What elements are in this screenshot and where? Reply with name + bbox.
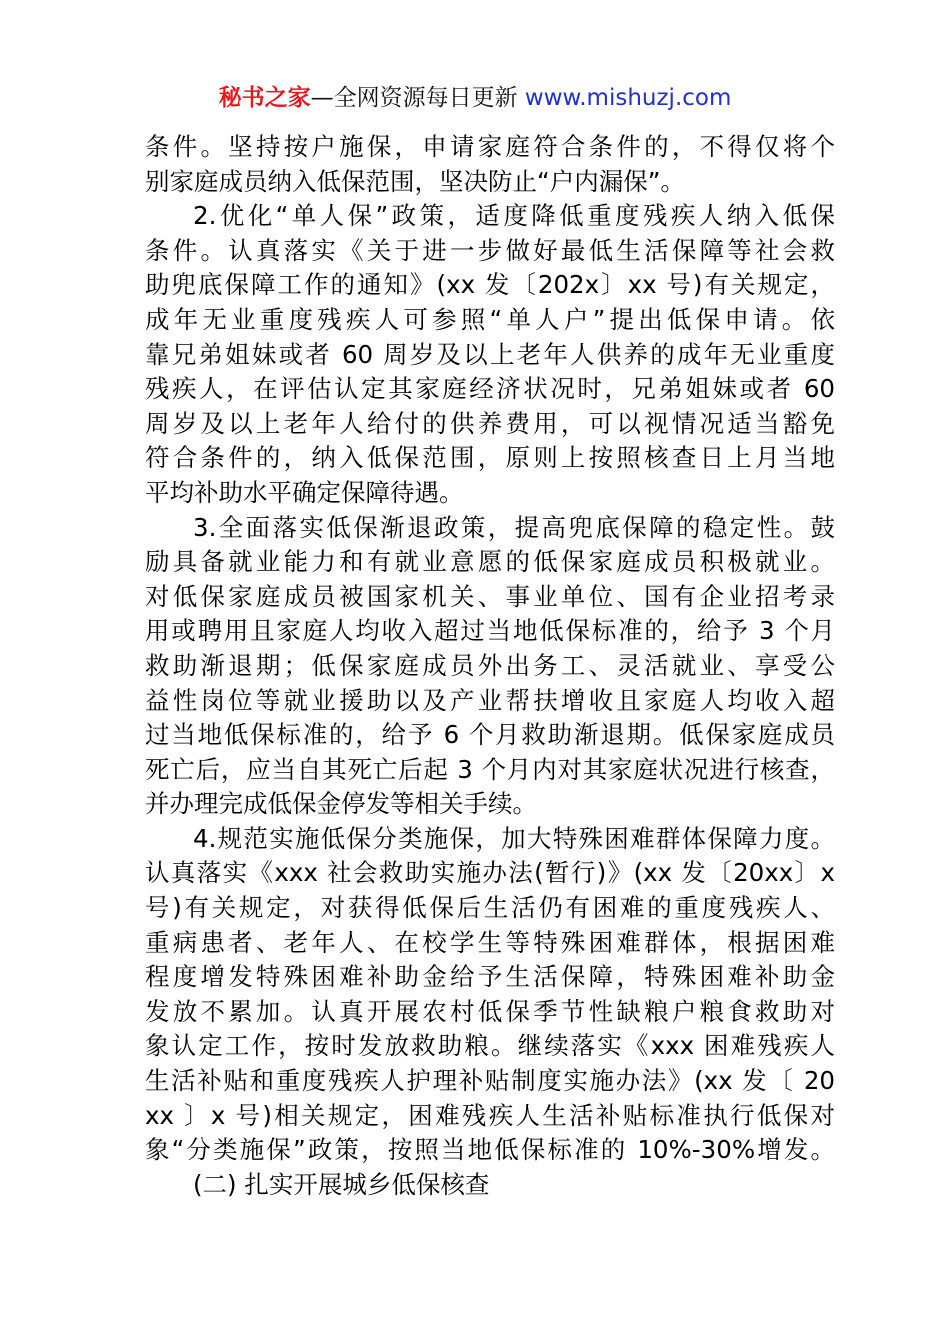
text-line: 靠兄弟姐妹或者 60 周岁及以上老年人供养的成年无业重度	[145, 339, 835, 369]
text-line: 对低保家庭成员被国家机关、事业单位、国有企业招考录	[145, 581, 835, 611]
text-line: 象“分类施保”政策，按照当地低保标准的 10%-30%增发。	[145, 1135, 835, 1165]
brand-name: 秘书之家	[218, 85, 311, 111]
text-line: 成年无业重度残疾人可参照“单人户”提出低保申请。依	[145, 304, 835, 334]
site-header	[0, 80, 950, 116]
text-line: 3.全面落实低保渐退政策，提高兜底保障的稳定性。鼓	[193, 512, 835, 542]
text-line: 条件。坚持按户施保，申请家庭符合条件的，不得仅将个	[145, 132, 835, 161]
text-line: 号)有关规定，对获得低保后生活仍有困难的重度残疾人、	[145, 893, 835, 923]
text-line: 残疾人，在评估认定其家庭经济状况时，兄弟姐妹或者 60	[145, 374, 835, 404]
text-line: 平均补助水平确定保障待遇。	[145, 477, 464, 507]
header-tagline: —全网资源每日更新	[310, 85, 525, 111]
text-line: 周岁及以上老年人给付的供养费用，可以视情况适当豁免	[145, 408, 835, 438]
text-line: 2.优化“单人保”政策，适度降低重度残疾人纳入低保	[193, 201, 835, 231]
text-line: 生活补贴和重度残疾人护理补贴制度实施办法》(xx 发〔 20	[145, 1066, 835, 1096]
text-line: 益性岗位等就业援助以及产业帮扶增收且家庭人均收入超	[145, 685, 835, 715]
document-body	[145, 130, 835, 1202]
text-line: 过当地低保标准的，给予 6 个月救助渐退期。低保家庭成员	[145, 720, 835, 750]
text-line: 助兜底保障工作的通知》(xx 发〔202x〕xx 号)有关规定，	[145, 270, 835, 300]
text-line: 用或聘用且家庭人均收入超过当地低保标准的，给予 3 个月	[145, 616, 835, 646]
text-line: 重病患者、老年人、在校学生等特殊困难群体，根据困难	[145, 927, 835, 957]
text-line: 励具备就业能力和有就业意愿的低保家庭成员积极就业。	[145, 547, 835, 577]
text-line: 死亡后，应当自其死亡后起 3 个月内对其家庭状况进行核查，	[145, 754, 835, 784]
text-line: 救助渐退期；低保家庭成员外出务工、灵活就业、享受公	[145, 650, 835, 680]
site-url-link[interactable]: www.mishuzj.com	[524, 85, 732, 111]
text-line: 条件。认真落实《关于进一步做好最低生活保障等社会救	[145, 235, 835, 265]
text-line: 发放不累加。认真开展农村低保季节性缺粮户粮食救助对	[145, 996, 835, 1026]
text-line: (二) 扎实开展城乡低保核查	[193, 1169, 490, 1199]
text-line: 符合条件的，纳入低保范围，原则上按照核查日上月当地	[145, 443, 835, 473]
text-line: 4.规范实施低保分类施保，加大特殊困难群体保障力度。	[193, 823, 835, 853]
text-line: 象认定工作，按时发放救助粮。继续落实《xxx 困难残疾人	[145, 1031, 835, 1061]
text-line: 并办理完成低保金停发等相关手续。	[145, 789, 537, 819]
text-line: 程度增发特殊困难补助金给予生活保障，特殊困难补助金	[145, 962, 835, 992]
text-line: 认真落实《xxx 社会救助实施办法(暂行)》(xx 发〔20xx〕x	[145, 858, 835, 888]
text-line: 别家庭成员纳入低保范围，坚决防止“户内漏保”。	[145, 166, 685, 196]
text-line: xx 〕x 号)相关规定，困难残疾人生活补贴标准执行低保对	[145, 1100, 835, 1130]
